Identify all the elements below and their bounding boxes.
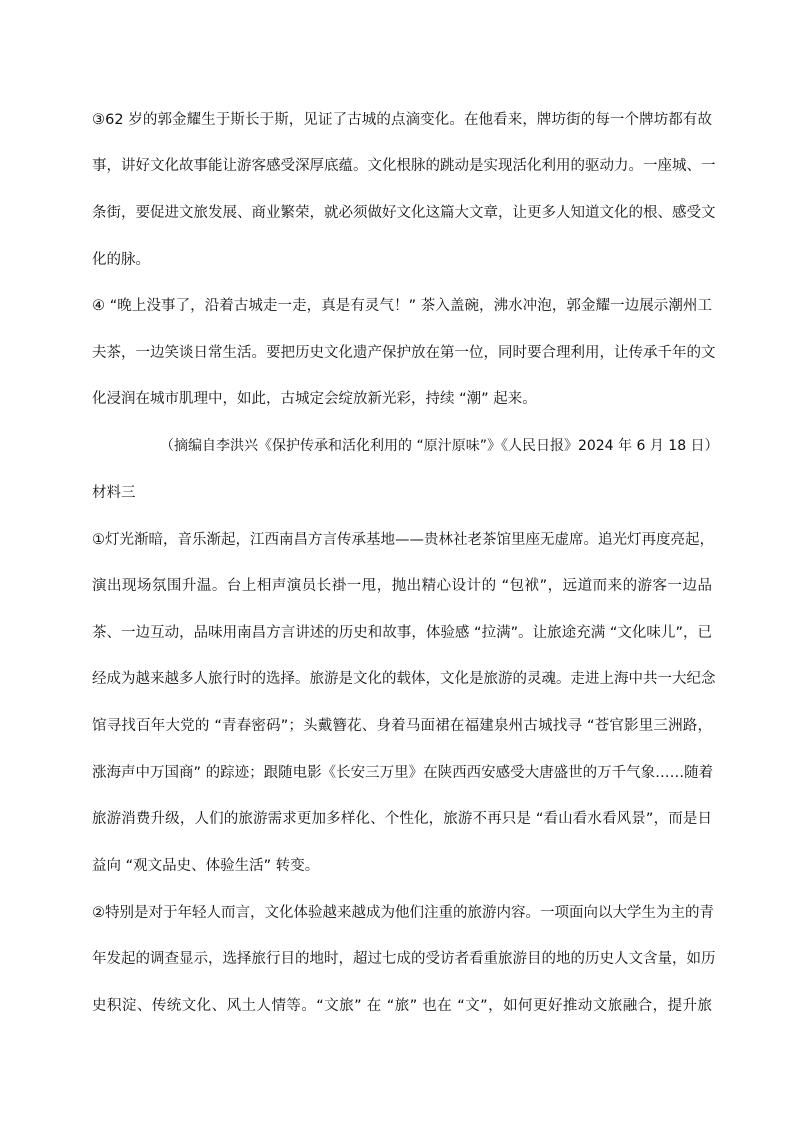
material-3-paragraph-2-line-1: ②特别是对于年轻人而言，文化体验越来越成为他们注重的旅游内容。一项面向以大学生为主的青 — [92, 905, 714, 921]
paragraph-3-line-3: 条街，要促进文旅发展、商业繁荣，就必须做好文化这篇大文章，让更多人知道文化的根、感受文 — [92, 205, 716, 221]
material-3-paragraph-1-line-3: 茶、一边互动，品味用南昌方言讲述的历史和故事，体验感 “拉满”。让旅途充满 “文化味儿”，已 — [92, 625, 712, 641]
material-3-paragraph-1-line-4: 经成为越来越多人旅行时的选择。旅游是文化的载体，文化是旅游的灵魂。走进上海中共一大纪念 — [92, 671, 716, 687]
paragraph-3-line-2: 事，讲好文化故事能让游客感受深厚底蕴。文化根脉的跳动是实现活化利用的驱动力。一座城、一 — [92, 158, 716, 174]
material-3-paragraph-2-line-2: 年发起的调查显示，选择旅行目的地时，超过七成的受访者看重旅游目的地的历史人文含量，如历 — [92, 951, 716, 967]
paragraph-3-line-4: 化的脉。 — [92, 252, 150, 268]
material-3-paragraph-1-line-7: 旅游消费升级，人们的旅游需求更加多样化、个性化，旅游不再只是 “看山看水看风景”，而是日 — [92, 811, 712, 827]
paragraph-4-line-1: ④ “晚上没事了，沿着古城走一走，真是有灵气！” 茶入盖碗，沸水冲泡，郭金耀一边展示潮州工 — [92, 298, 712, 314]
source-citation: （摘编自李洪兴《保护传承和活化利用的 “原汁原味”》《人民日报》2024 年 6 月 18 日） — [160, 438, 719, 454]
section-heading-material-3: 材料三 — [92, 485, 136, 501]
paragraph-3-line-1: ③62 岁的郭金耀生于斯长于斯，见证了古城的点滴变化。在他看来，牌坊街的每一个牌坊都有故 — [92, 112, 712, 128]
material-3-paragraph-1-line-1: ①灯光渐暗，音乐渐起，江西南昌方言传承基地——贵林社老茶馆里座无虚席。追光灯再度亮起， — [92, 532, 714, 548]
material-3-paragraph-1-line-2: 演出现场氛围升温。台上相声演员长褂一甩，抛出精心设计的 “包袱”，远道而来的游客一边品 — [92, 578, 712, 594]
paragraph-4-line-2: 夫茶，一边笑谈日常生活。要把历史文化遗产保护放在第一位，同时要合理利用，让传承千年的文 — [92, 345, 716, 361]
material-3-paragraph-2-line-3: 史积淀、传统文化、风土人情等。“文旅” 在 “旅” 也在 “文”，如何更好推动文旅融合，提升旅 — [92, 998, 712, 1014]
material-3-paragraph-1-line-5: 馆寻找百年大党的 “青春密码”；头戴簪花、身着马面裙在福建泉州古城找寻 “苍官影里三洲路， — [92, 718, 712, 734]
material-3-paragraph-1-line-8: 益向 “观文品史、体验生活” 转变。 — [92, 858, 320, 874]
material-3-paragraph-1-line-6: 涨海声中万国商” 的踪迹；跟随电影《长安三万里》在陕西西安感受大唐盛世的万千气象……随着 — [92, 765, 714, 781]
paragraph-4-line-3: 化浸润在城市肌理中，如此，古城定会绽放新光彩，持续 “潮” 起来。 — [92, 391, 537, 407]
